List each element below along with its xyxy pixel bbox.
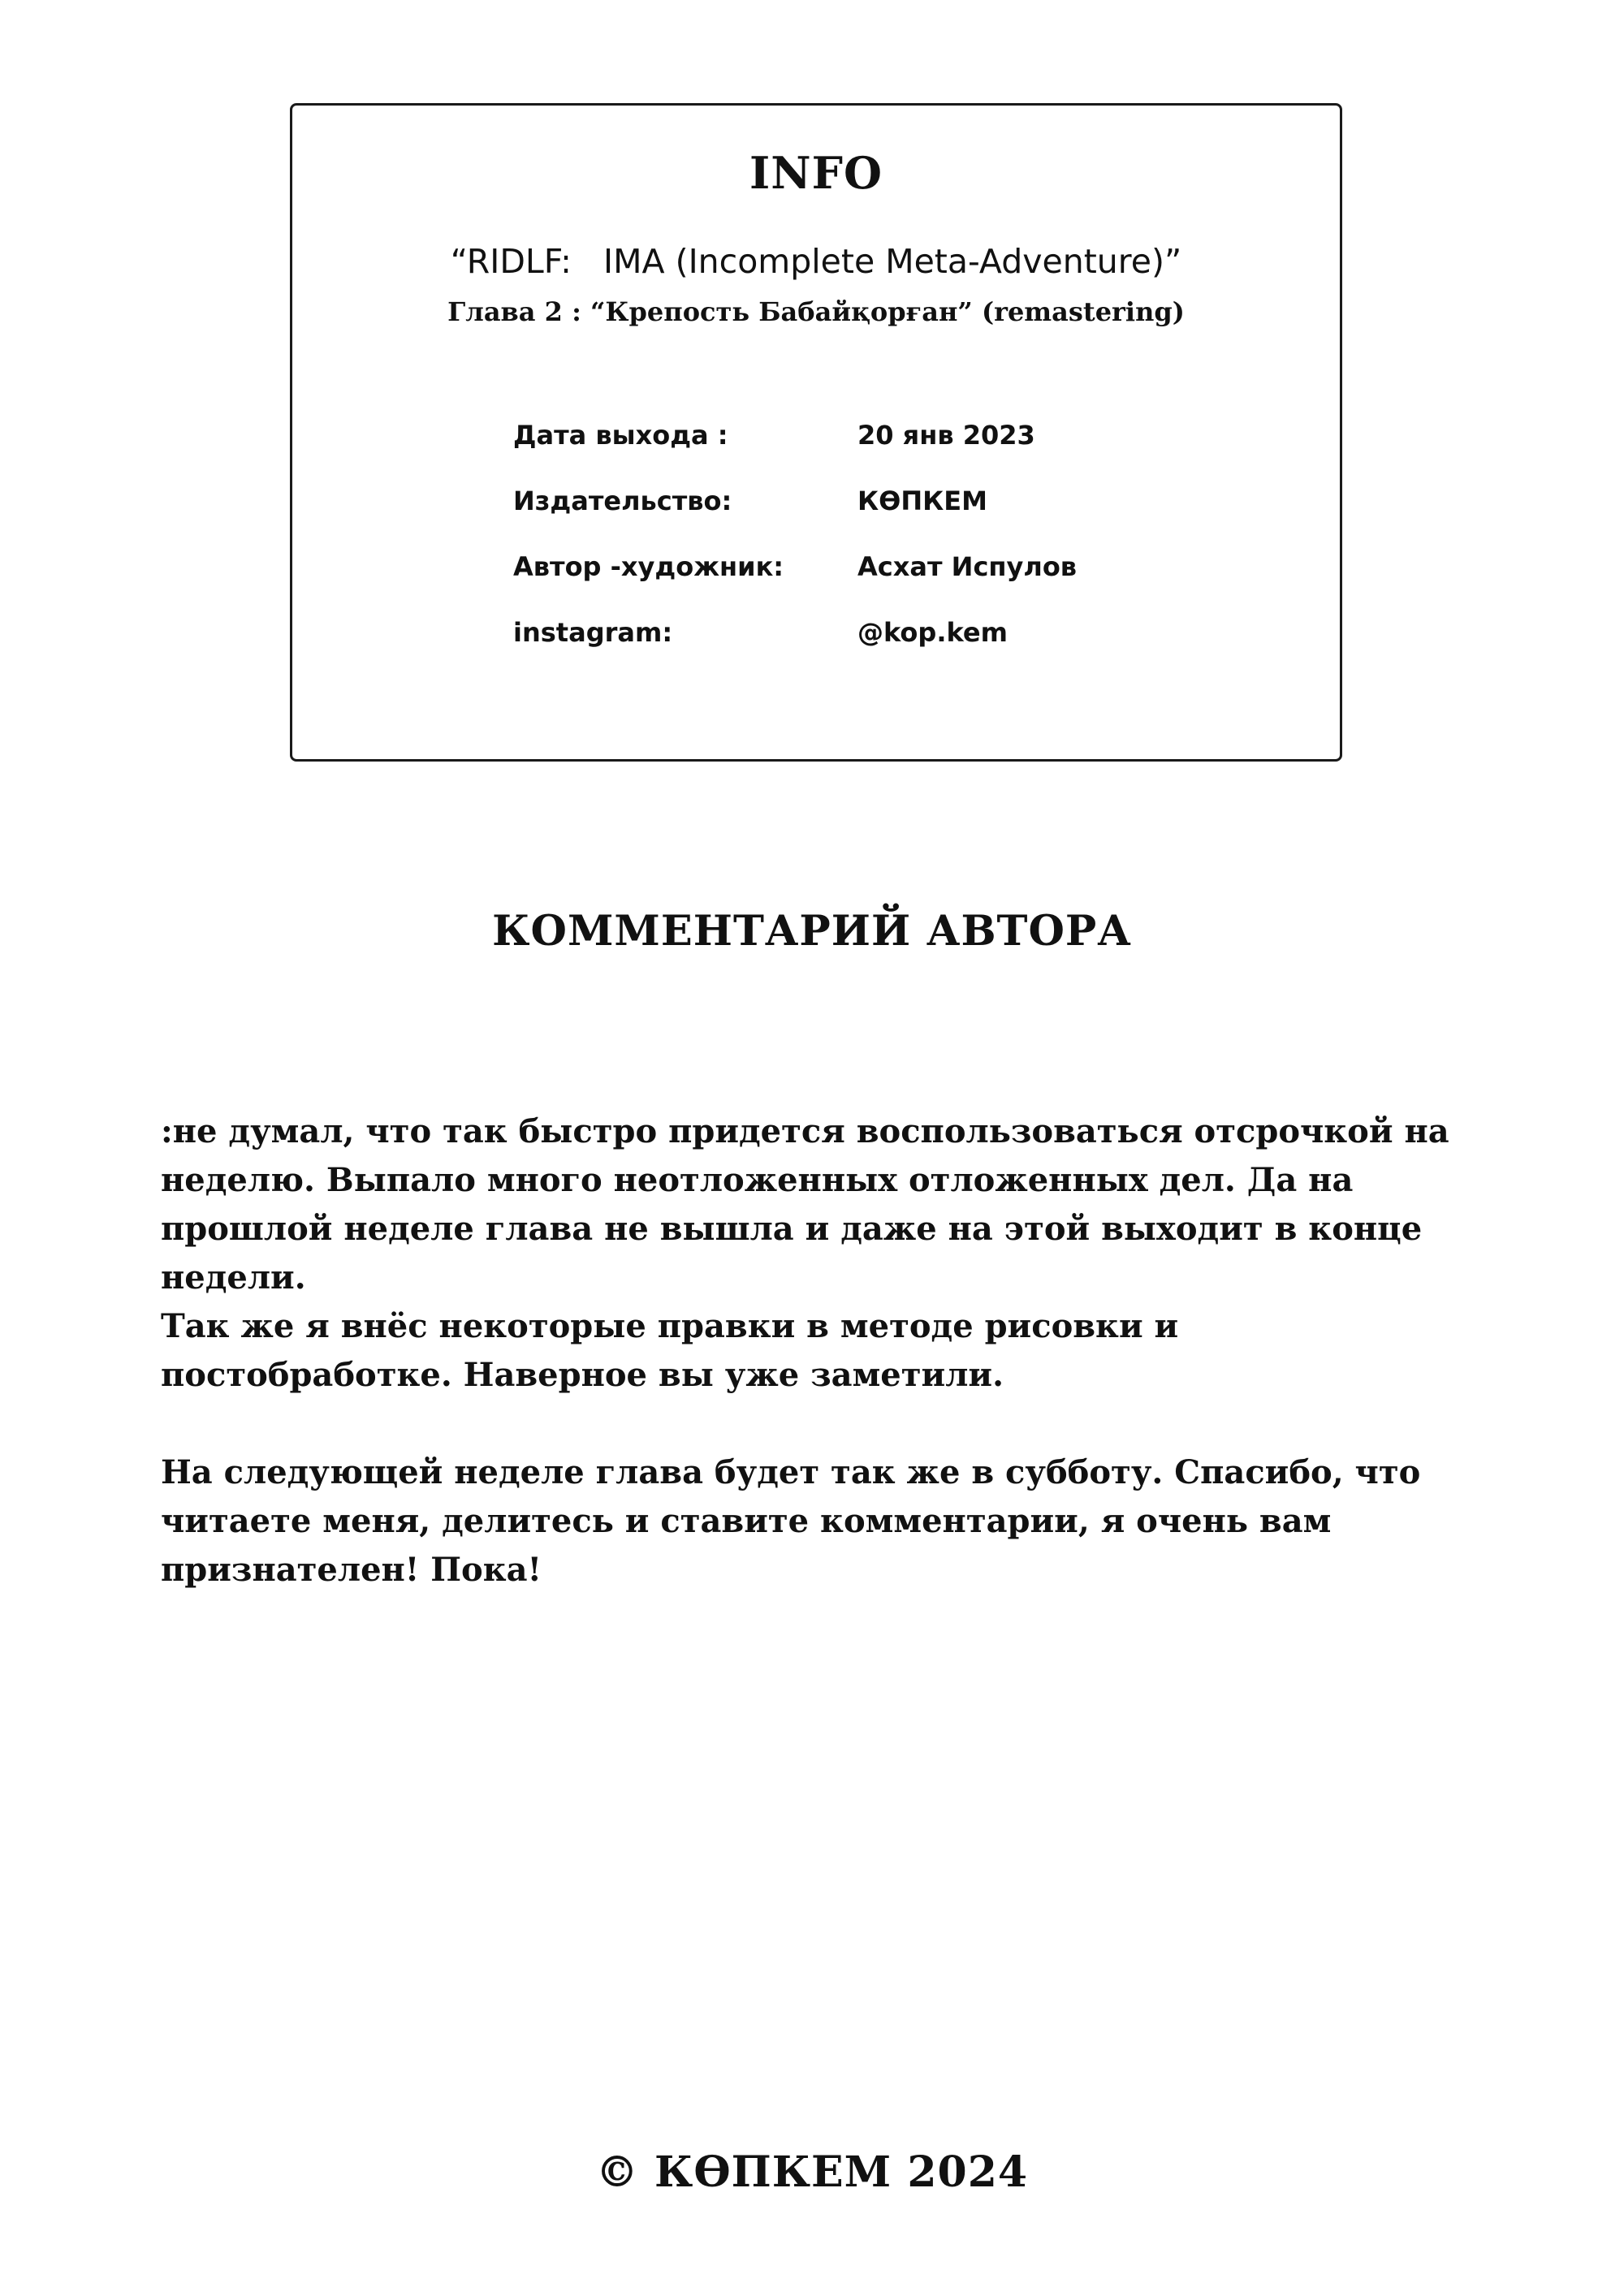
release-date-label: Дата выхода : xyxy=(513,420,728,451)
chapter-subtitle: Глава 2 : “Крепость Бабайқорған” (remastering) xyxy=(447,296,1185,327)
author-label: Автор -художник: xyxy=(513,551,784,582)
comic-title: “RIDLF: IMA (Incomplete Meta-Adventure)” xyxy=(450,242,1182,281)
instagram-handle: @kop.kem xyxy=(857,617,1008,648)
info-box xyxy=(290,103,1342,762)
comment-paragraph: :не думал, что так быстро придется воспользоваться отсрочкой на неделю. Выпало много неотложенных отложенных дел. Да на прошлой неделе глава не вышла и даже на этой выходит в конце недели. Так же я внёс некоторые правки в методе рисовки и постобработке. Наверное вы уже заметили. xyxy=(161,1112,1449,1394)
release-date-value: 20 янв 2023 xyxy=(857,420,1035,451)
instagram-label: instagram: xyxy=(513,617,673,648)
publisher-value: КӨПКЕМ xyxy=(857,486,987,516)
info-details xyxy=(513,422,1244,685)
info-heading: INFO xyxy=(749,147,883,199)
author-comment-heading: КОММЕНТАРИЙ АВТОРА xyxy=(492,907,1132,956)
author-comment-body xyxy=(161,1107,1492,1595)
detail-row-publisher xyxy=(513,488,1244,554)
author-value: Асхат Испулов xyxy=(857,551,1078,582)
detail-row-instagram xyxy=(513,619,1244,685)
copyright-footer: © КӨПКЕМ 2024 xyxy=(595,2147,1029,2197)
detail-row-release-date xyxy=(513,422,1244,488)
detail-row-author xyxy=(513,551,1244,619)
publisher-label: Издательство: xyxy=(513,486,732,516)
comment-paragraph: На следующей неделе глава будет так же в субботу. Спасибо, что читаете меня, делитесь и ставите комментарии, я очень вам признателен! Пока! xyxy=(161,1453,1421,1589)
